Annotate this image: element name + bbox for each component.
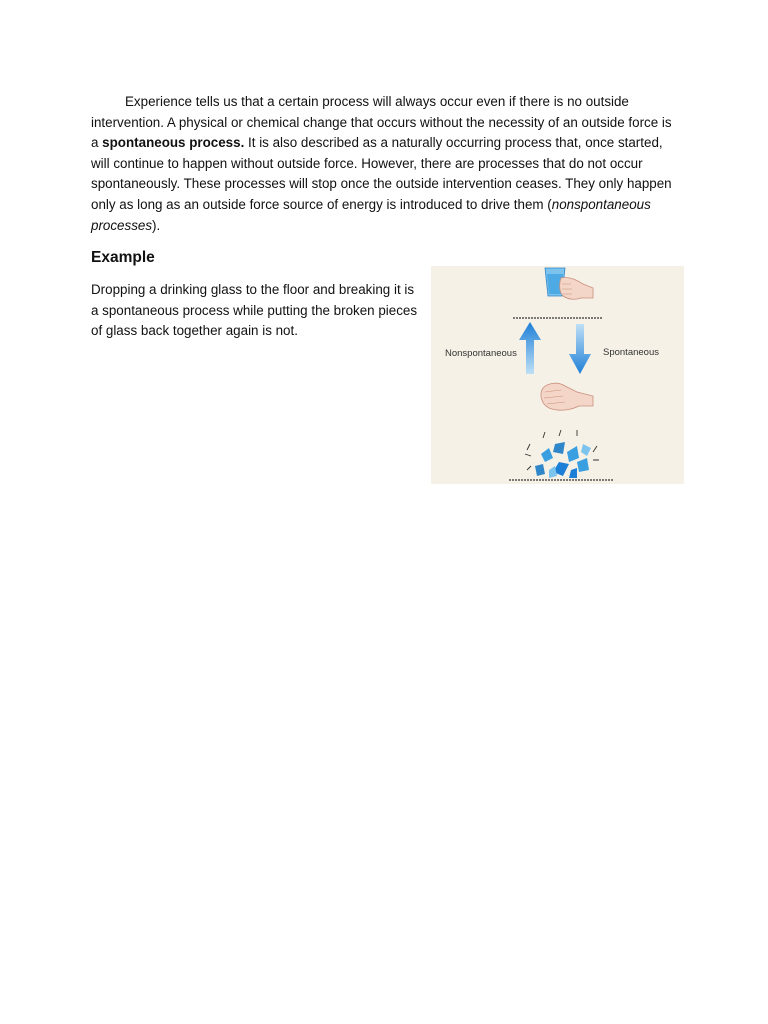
spontaneous-arrow-icon: [569, 324, 591, 374]
label-spontaneous: Spontaneous: [603, 347, 659, 358]
spontaneous-process-figure: [431, 266, 684, 484]
open-hand-icon: [541, 383, 593, 410]
nonspontaneous-arrow-icon: [519, 322, 541, 374]
term-spontaneous-process: spontaneous process.: [102, 135, 245, 151]
term-nonspontaneous-processes: nonspontaneous processes: [91, 196, 651, 233]
example-heading: Example: [91, 249, 155, 266]
holding-hand-icon: [560, 277, 593, 299]
intro-paragraph: [91, 92, 679, 236]
label-nonspontaneous: Nonspontaneous: [445, 348, 517, 359]
intro-text-part2: It is also described as a naturally occurring process that, once started, will continue to happen without outside force. However, there are processes that do not occur spontaneously. These processes will stop once the outside intervention ceases. They only happen only as long as an outside force source of energy is introduced to drive them (: [91, 135, 672, 212]
figure-illustration: [431, 266, 684, 484]
broken-glass-icon: [525, 430, 599, 478]
intro-text-part3: ).: [152, 217, 161, 233]
example-paragraph: Dropping a drinking glass to the floor and breaking it is a spontaneous process while putting the broken pieces of glass back together again is not.: [91, 282, 418, 339]
intro-text-part1: Experience tells us that a certain process will always occur even if there is no outside intervention. A physical or chemical change that occurs without the necessity of an outside force is a: [91, 94, 672, 151]
